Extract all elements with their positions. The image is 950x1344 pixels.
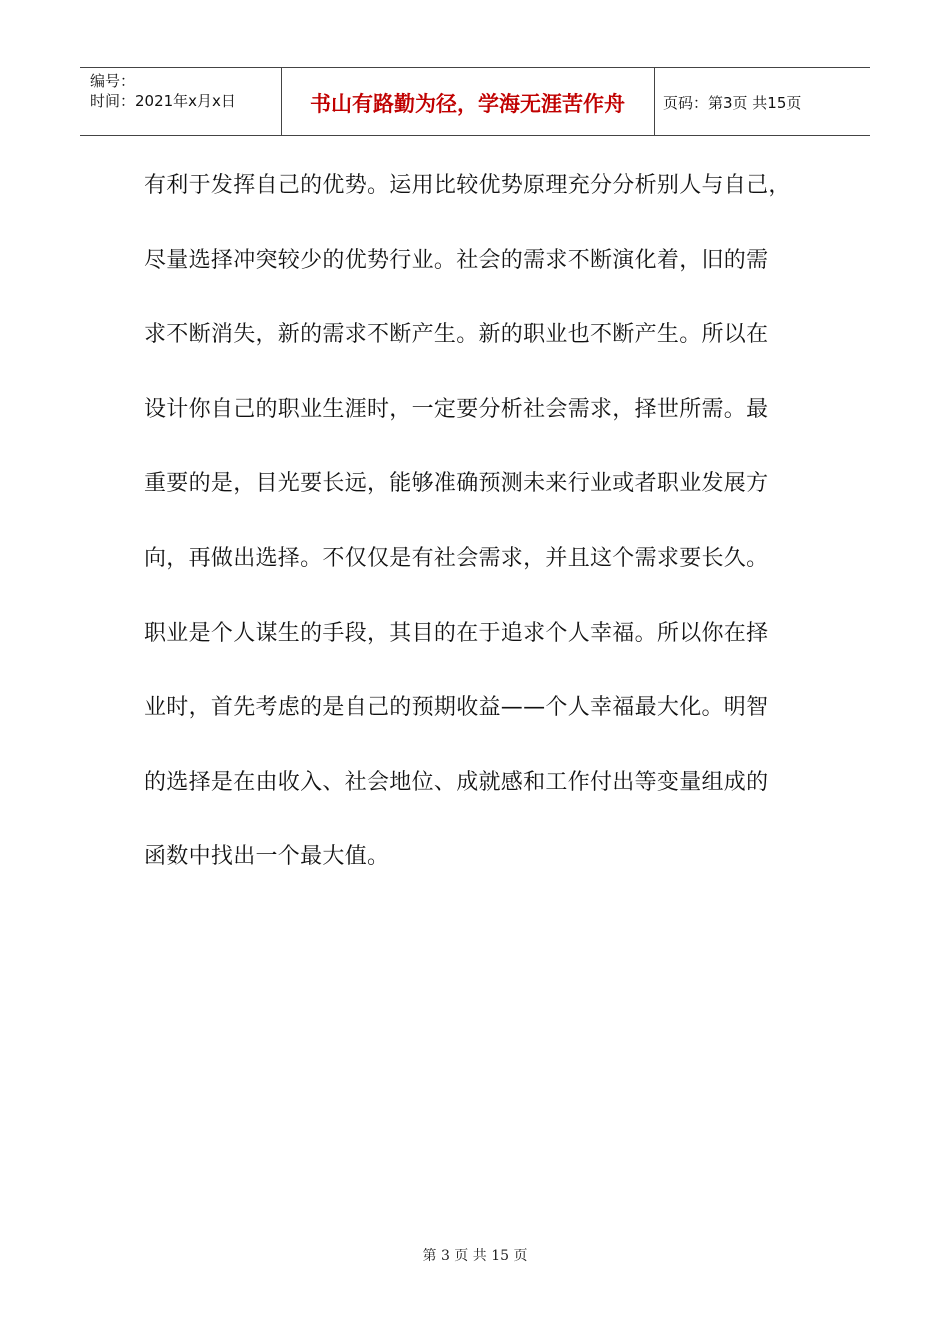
body-line: 业时，首先考虑的是自己的预期收益——个人幸福最大化。明智 (144, 695, 769, 721)
document-body (144, 164, 834, 910)
body-line: 设计你自己的职业生涯时，一定要分析社会需求，择世所需。最 (144, 396, 769, 422)
document-date-label: 时间：2021年x月x日 (90, 92, 236, 110)
body-line: 重要的是，目光要长远，能够准确预测未来行业或者职业发展方 (144, 471, 769, 497)
header-page-code: 页码：第3页 共15页 (663, 94, 802, 112)
body-line: 的选择是在由收入、社会地位、成就感和工作付出等变量组成的 (144, 769, 769, 795)
body-line: 有利于发挥自己的优势。运用比较优势原理充分分析别人与自己， (144, 173, 791, 198)
header-motto: 书山有路勤为径，学海无涯苦作舟 (310, 92, 625, 116)
header-page-cell (654, 68, 870, 135)
body-line: 向，再做出选择。不仅仅是有社会需求，并且这个需求要长久。 (144, 545, 769, 571)
body-line: 职业是个人谋生的手段，其目的在于追求个人幸福。所以你在择 (144, 620, 769, 646)
body-line: 求不断消失，新的需求不断产生。新的职业也不断产生。所以在 (144, 322, 769, 348)
document-header (80, 67, 870, 136)
header-motto-cell (281, 68, 655, 135)
body-line: 函数中找出一个最大值。 (144, 844, 390, 870)
document-number-label: 编号： (90, 72, 136, 90)
page-footer: 第 3 页 共 15 页 (422, 1248, 528, 1264)
body-line: 尽量选择冲突较少的优势行业。社会的需求不断演化着，旧的需 (144, 247, 769, 273)
header-info-cell (80, 68, 282, 135)
